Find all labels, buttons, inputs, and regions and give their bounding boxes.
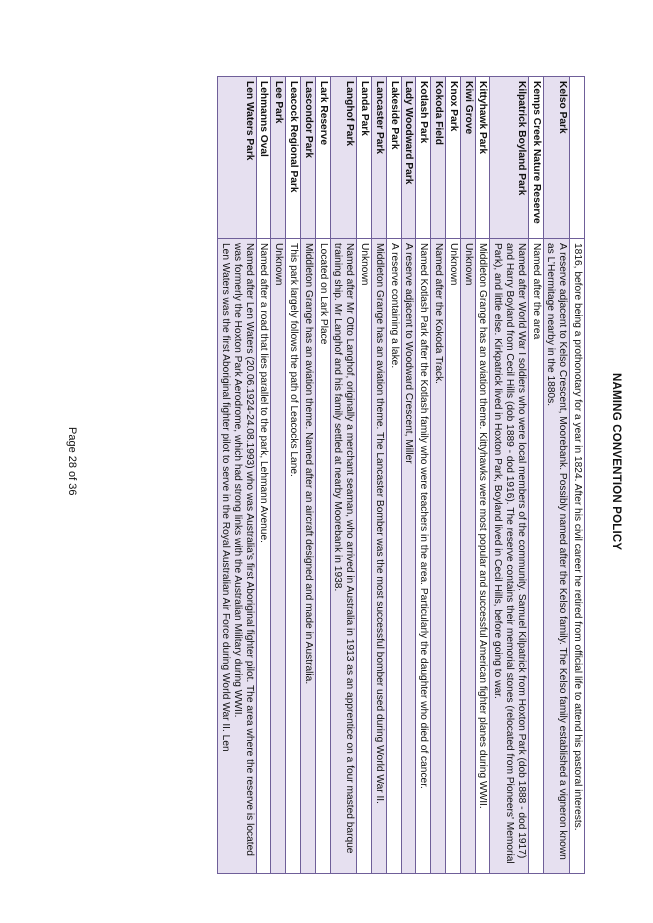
table-row — [431, 77, 446, 874]
table-row — [490, 77, 528, 874]
park-name-cell: Lehmanns Oval — [256, 77, 271, 239]
park-name-cell: Lady Woodward Park — [401, 77, 416, 239]
park-name-cell: Lascondor Park — [301, 77, 316, 239]
park-name-cell: Knox Park — [446, 77, 461, 239]
description-cell: 1816, before being a prothonotary for a year in 1824. After his civil career he retired from official life to attend his pastoral interests. — [570, 239, 585, 874]
park-name-cell: Leacock Regional Park — [286, 77, 301, 239]
park-name-cell — [570, 77, 585, 239]
naming-table-container — [82, 76, 585, 874]
page-number: Page 28 of 36 — [66, 427, 78, 496]
table-row — [357, 77, 372, 874]
description-cell: Unknown — [357, 239, 372, 874]
table-row — [460, 77, 475, 874]
description-cell: Middleton Grange has an aviation theme. The Lancaster Bomber was the most successful bomber used during World War II. — [372, 239, 387, 874]
park-name-cell: Kokoda Field — [431, 77, 446, 239]
description-cell: Named after Mr Otto Langhof, originally a merchant seaman, who arrived in Australia in 1913 as an apprentice on a four masted barque training ship. Mr Langhof and his family settled at nearby Moorebank in 1938. — [330, 239, 357, 874]
description-cell: Named after a road that lies parallel to the park, Lehmann Avenue. — [256, 239, 271, 874]
description-cell: Named after World War I soldiers who were local members of the community. Samuel Kilpatrick from Hoxton Park (dob 1888 - dod 1917) and Harry Boyland from Cecil Hills (dob 1889 - dod 1916). The reserve contains their memorial stones (relocated from Pioneers' Memorial Park), and little else. Kirkpatrick lived in Hoxton Park, Boyland lived in Cecil Hills, before going to war. — [490, 239, 528, 874]
description-cell: Unknown — [460, 239, 475, 874]
park-name-cell: Len Waters Park — [218, 77, 256, 239]
park-name-cell: Lee Park — [271, 77, 286, 239]
park-name-cell: Langhof Park — [330, 77, 357, 239]
park-name-cell: Lark Reserve — [315, 77, 330, 239]
table-row — [528, 77, 543, 874]
park-name-cell: Lakeside Park — [386, 77, 401, 239]
table-row — [271, 77, 286, 874]
park-name-cell: Kittyhawk Park — [475, 77, 490, 239]
description-cell: Middleton Grange has an aviation theme. Named after an aircraft designed and made in Australia. — [301, 239, 316, 874]
table-row — [570, 77, 585, 874]
table-row — [386, 77, 401, 874]
table-row — [286, 77, 301, 874]
description-cell: Named after the Kokoda Track. — [431, 239, 446, 874]
table-row — [401, 77, 416, 874]
table-row — [218, 77, 256, 874]
table-row — [416, 77, 431, 874]
description-cell: A reserve adjacent to Kelso Crescent, Moorebank. Possibly named after the Kelso family. The Kelso family established a vigneron known as L’Hermitage nearby in the 1880s. — [543, 239, 570, 874]
description-cell: Named after the area — [528, 239, 543, 874]
park-name-cell: Lancaster Park — [372, 77, 387, 239]
park-name-cell: Landa Park — [357, 77, 372, 239]
description-cell: Unknown — [271, 239, 286, 874]
description-cell: Named after Len Waters (20.06.1924-24.08.1993) who was Australia's first Aboriginal fighter pilot. The area where the reserve is located was formerly the Hoxton Park Aerodrome, which had strong links with the Australian Military during WWII. Len Waters was the first Aboriginal fighter pilot to serve in the Royal Australian Air Force during World War II. Len — [218, 239, 256, 874]
description-cell: Unknown — [446, 239, 461, 874]
description-cell: A reserve adjacent to Woodward Crescent, Miller — [401, 239, 416, 874]
table-row — [475, 77, 490, 874]
naming-table — [217, 76, 585, 874]
table-row — [256, 77, 271, 874]
park-name-cell: Kelso Park — [543, 77, 570, 239]
park-name-cell: Kilpatrick Boyland Park — [490, 77, 528, 239]
table-row — [315, 77, 330, 874]
park-name-cell: Kotlash Park — [416, 77, 431, 239]
table-row — [330, 77, 357, 874]
table-row — [372, 77, 387, 874]
description-cell: Middleton Grange has an aviation theme. Kittyhawks were most popular and successful American fighter planes during WWII. — [475, 239, 490, 874]
description-cell: Located on Lark Place — [315, 239, 330, 874]
description-cell: Named Kotlash Park after the Kotlash family who were teachers in the area. Particularly the daughter who died of cancer. — [416, 239, 431, 874]
page-title: NAMING CONVENTION POLICY — [610, 372, 622, 551]
table-row — [446, 77, 461, 874]
description-cell: A reserve containing a lake. — [386, 239, 401, 874]
table-row — [543, 77, 570, 874]
description-cell: This park largely follows the path of Leacocks Lane. — [286, 239, 301, 874]
park-name-cell: Kiwi Grove — [460, 77, 475, 239]
table-row — [301, 77, 316, 874]
park-name-cell: Kemps Creek Nature Reserve — [528, 77, 543, 239]
